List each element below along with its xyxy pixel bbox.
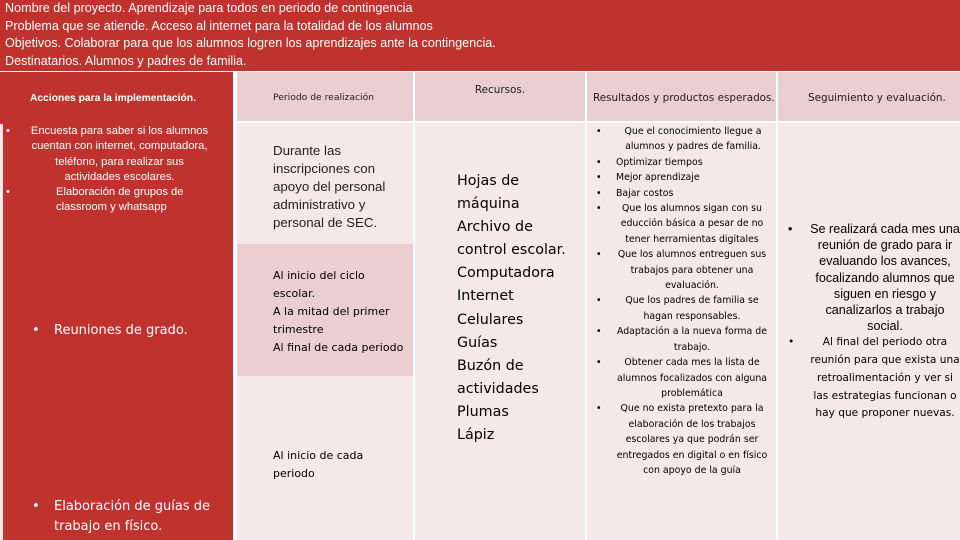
recurso-item: Computadora — [457, 265, 555, 282]
recurso-item: Buzón de — [457, 357, 524, 374]
recurso-item: máquina — [457, 196, 520, 213]
col-header-acciones: Acciones para la implementación. — [0, 72, 233, 123]
col-header-resultados: Resultados y productos esperados. — [587, 72, 776, 121]
header-line-objectives: Objetivos. Colaborar para que los alumnos logren los aprendizajes ante la contingencia. — [5, 36, 496, 50]
recurso-item: Celulares — [457, 311, 524, 328]
recurso-item: Hojas de — [457, 173, 520, 189]
resultados-block — [590, 124, 774, 478]
accion-grupos: • Elaboración de grupos de classroom y whatsapp — [0, 185, 233, 216]
resultado-item: • Obtener cada mes la lista de alumnos focalizados con alguna problemática — [590, 355, 774, 401]
periodo-ciclo-line: A la mitad del primer trimestre — [273, 305, 390, 336]
recurso-item: Guías — [457, 334, 498, 351]
recurso-item: control escolar. — [457, 242, 566, 259]
resultado-item: • Mejor aprendizaje — [590, 170, 774, 185]
periodo-inscripciones: Durante las inscripciones con apoyo del personal administrativo y personal de SEC. — [273, 143, 386, 230]
recursos-list — [457, 170, 585, 447]
col-header-recursos: Recursos. — [415, 72, 585, 121]
accion-reuniones: • Reuniones de grado. — [28, 321, 228, 341]
resultado-item: • Que los alumnos entreguen sus trabajos para obtener una evaluación. — [590, 247, 774, 293]
periodo-ciclo — [273, 267, 413, 357]
header-line-recipients: Destinatarios. Alumnos y padres de familia. — [5, 53, 247, 68]
recurso-item: Internet — [457, 288, 514, 305]
resultado-item: • Adaptación a la nueva forma de trabajo. — [590, 324, 774, 355]
col-header-seguimiento: Seguimiento y evaluación. — [778, 72, 960, 121]
seguimiento-item: • Al final del periodo otra reunión para que exista una retroalimentación y ver si las estrategias funcionan o hay que proponer nuevas. — [782, 334, 960, 423]
header-line-problem: Problema que se atiende. Acceso al internet para la totalidad de los alumnos — [5, 18, 433, 33]
seguimiento-block — [782, 221, 960, 423]
periodo-ciclo-line: Al inicio del ciclo escolar. — [273, 269, 365, 300]
recurso-item: Plumas — [457, 403, 509, 420]
recurso-item: Archivo de — [457, 219, 533, 236]
periodo-inicio: Al inicio de cada periodo — [273, 449, 364, 480]
recurso-item: actividades — [457, 380, 539, 397]
project-header — [0, 0, 960, 72]
accion-encuesta: • Encuesta para saber si los alumnos cuentan con internet, computadora, teléfono, para realizar sus actividades escolares. — [0, 124, 233, 185]
acciones-list-block — [0, 124, 233, 216]
resultado-item: • Que no exista pretexto para la elaboración de los trabajos escolares ya que podrán ser entregados en digital o en físico con apoyo de la guía — [590, 401, 774, 478]
header-line-name: Nombre del proyecto. Aprendizaje para todos en periodo de contingencia — [5, 1, 413, 15]
resultado-item: • Que los padres de familia se hagan responsables. — [590, 293, 774, 324]
seguimiento-item: • Se realizará cada mes una reunión de grado para ir evaluando los avances, focalizando alumnos que siguen en riesgo y canalizarlos a trabajo social. — [782, 221, 960, 334]
resultados-list — [590, 124, 774, 478]
acciones-list — [0, 124, 233, 216]
periodo-ciclo-line: Al final de cada periodo — [273, 341, 404, 354]
resultado-item: • Bajar costos — [590, 186, 774, 201]
recurso-item: Lápiz — [457, 427, 495, 444]
seguimiento-list — [782, 221, 960, 423]
resultado-item: • Que los alumnos sigan con su educción básica a pesar de no tener herramientas digitales — [590, 201, 774, 247]
resultado-item: • Que el conocimiento llegue a alumnos y padres de familia. — [590, 124, 774, 155]
accion-guias: • Elaboración de guías de trabajo en físico. — [28, 497, 228, 537]
col-header-periodo: Periodo de realización — [237, 72, 413, 121]
resultado-item: • Optimizar tiempos — [590, 155, 774, 170]
